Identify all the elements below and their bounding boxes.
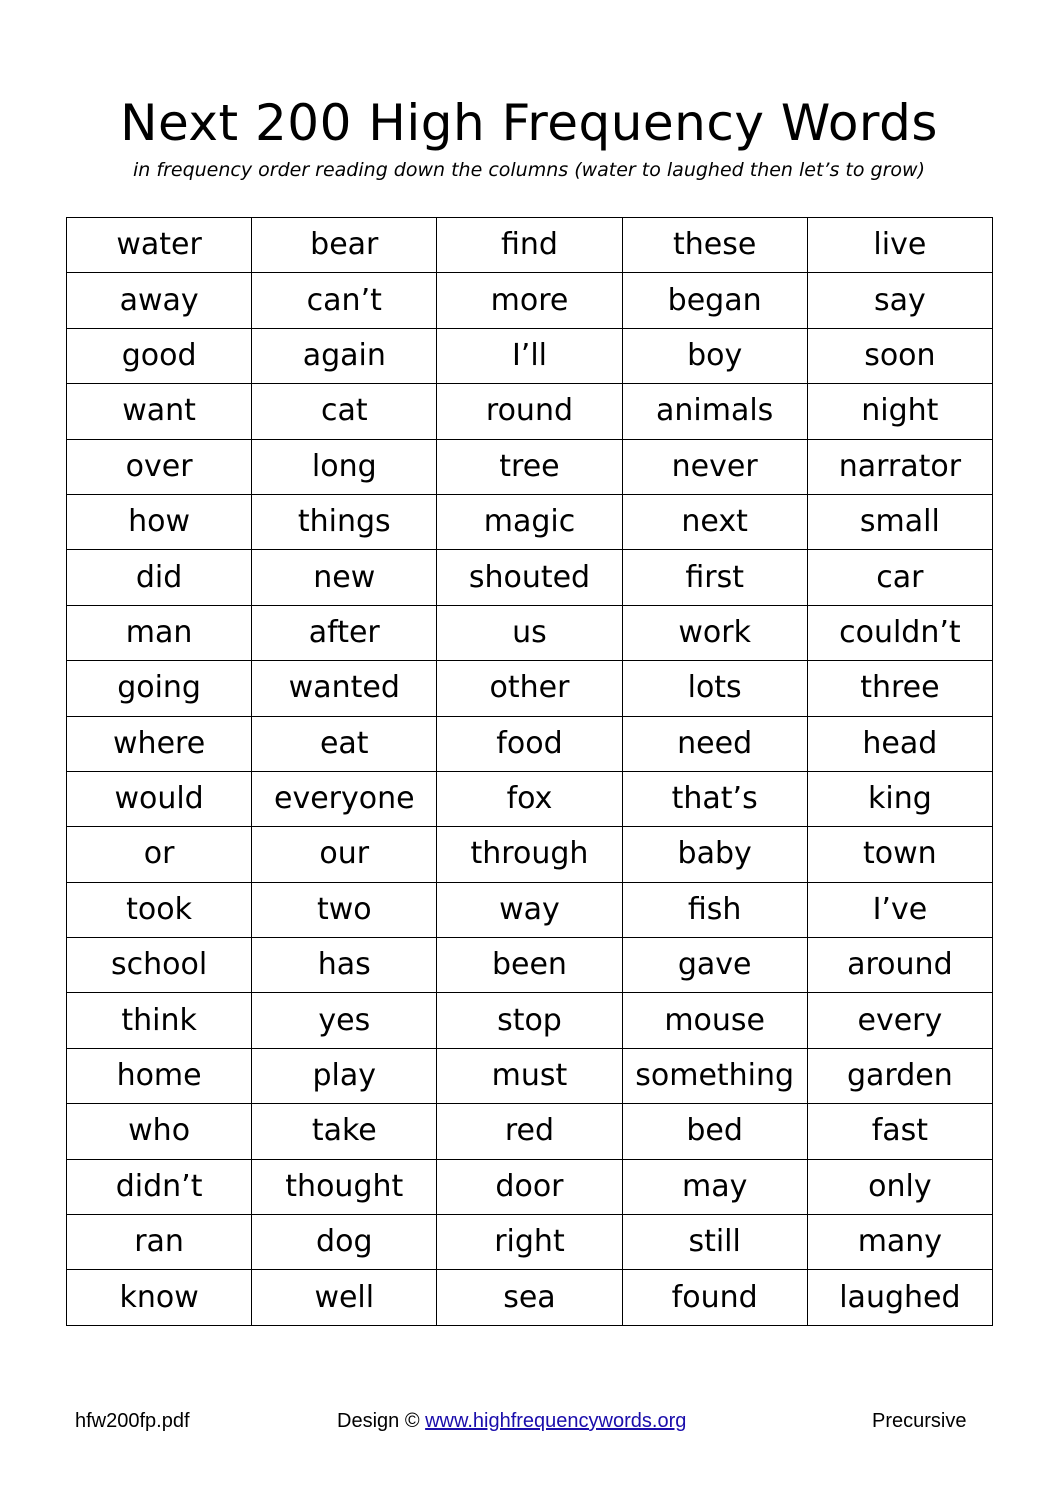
word-cell: where xyxy=(67,716,252,771)
word-cell: food xyxy=(437,716,622,771)
word-cell: play xyxy=(252,1048,437,1103)
word-cell: soon xyxy=(807,328,992,383)
word-cell: going xyxy=(67,661,252,716)
table-row xyxy=(67,1048,993,1103)
table-row xyxy=(67,1159,993,1214)
footer-design-prefix: Design © xyxy=(337,1410,426,1432)
word-cell: our xyxy=(252,827,437,882)
word-table-body xyxy=(67,218,993,1326)
word-cell: couldn’t xyxy=(807,605,992,660)
word-cell: three xyxy=(807,661,992,716)
word-cell: been xyxy=(437,938,622,993)
word-cell: door xyxy=(437,1159,622,1214)
word-cell: wanted xyxy=(252,661,437,716)
table-row xyxy=(67,384,993,439)
word-cell: these xyxy=(622,218,807,273)
word-cell: fast xyxy=(807,1104,992,1159)
word-cell: need xyxy=(622,716,807,771)
word-cell: first xyxy=(622,550,807,605)
word-cell: away xyxy=(67,273,252,328)
word-cell: home xyxy=(67,1048,252,1103)
word-cell: who xyxy=(67,1104,252,1159)
word-cell: things xyxy=(252,494,437,549)
word-cell: still xyxy=(622,1215,807,1270)
word-cell: may xyxy=(622,1159,807,1214)
word-cell: head xyxy=(807,716,992,771)
word-cell: round xyxy=(437,384,622,439)
word-cell: want xyxy=(67,384,252,439)
word-cell: water xyxy=(67,218,252,273)
table-row xyxy=(67,550,993,605)
word-cell: bed xyxy=(622,1104,807,1159)
word-cell: sea xyxy=(437,1270,622,1325)
word-cell: long xyxy=(252,439,437,494)
word-cell: live xyxy=(807,218,992,273)
table-row xyxy=(67,716,993,771)
word-cell: us xyxy=(437,605,622,660)
word-cell: find xyxy=(437,218,622,273)
word-cell: mouse xyxy=(622,993,807,1048)
word-cell: again xyxy=(252,328,437,383)
table-row xyxy=(67,605,993,660)
word-cell: tree xyxy=(437,439,622,494)
word-cell: good xyxy=(67,328,252,383)
word-cell: can’t xyxy=(252,273,437,328)
word-cell: dog xyxy=(252,1215,437,1270)
word-cell: I’ll xyxy=(437,328,622,383)
word-cell: boy xyxy=(622,328,807,383)
word-cell: other xyxy=(437,661,622,716)
word-cell: never xyxy=(622,439,807,494)
table-row xyxy=(67,439,993,494)
word-cell: well xyxy=(252,1270,437,1325)
table-row xyxy=(67,882,993,937)
word-cell: yes xyxy=(252,993,437,1048)
table-row xyxy=(67,771,993,826)
word-cell: I’ve xyxy=(807,882,992,937)
word-cell: baby xyxy=(622,827,807,882)
word-cell: garden xyxy=(807,1048,992,1103)
word-cell: or xyxy=(67,827,252,882)
word-cell: animals xyxy=(622,384,807,439)
word-cell: began xyxy=(622,273,807,328)
word-cell: thought xyxy=(252,1159,437,1214)
word-cell: school xyxy=(67,938,252,993)
word-cell: new xyxy=(252,550,437,605)
word-cell: everyone xyxy=(252,771,437,826)
footer-design-credit xyxy=(337,1408,686,1434)
page-subtitle: in frequency order reading down the columns (water to laughed then let’s to grow) xyxy=(133,159,925,181)
footer-website-link[interactable]: www.highfrequencywords.org xyxy=(425,1410,687,1432)
table-row xyxy=(67,1215,993,1270)
table-row xyxy=(67,218,993,273)
word-cell: small xyxy=(807,494,992,549)
word-cell: how xyxy=(67,494,252,549)
word-cell: over xyxy=(67,439,252,494)
word-cell: every xyxy=(807,993,992,1048)
word-cell: right xyxy=(437,1215,622,1270)
word-cell: car xyxy=(807,550,992,605)
word-cell: shouted xyxy=(437,550,622,605)
table-row xyxy=(67,938,993,993)
word-cell: way xyxy=(437,882,622,937)
word-cell: must xyxy=(437,1048,622,1103)
table-row xyxy=(67,993,993,1048)
word-table xyxy=(66,217,993,1326)
word-cell: cat xyxy=(252,384,437,439)
word-cell: take xyxy=(252,1104,437,1159)
word-cell: narrator xyxy=(807,439,992,494)
word-cell: has xyxy=(252,938,437,993)
table-row xyxy=(67,1270,993,1325)
table-row xyxy=(67,1104,993,1159)
word-cell: fish xyxy=(622,882,807,937)
table-row xyxy=(67,328,993,383)
word-cell: many xyxy=(807,1215,992,1270)
word-cell: something xyxy=(622,1048,807,1103)
word-cell: night xyxy=(807,384,992,439)
word-cell: found xyxy=(622,1270,807,1325)
word-cell: only xyxy=(807,1159,992,1214)
word-cell: eat xyxy=(252,716,437,771)
page-title: Next 200 High Frequency Words xyxy=(120,94,938,152)
word-cell: ran xyxy=(67,1215,252,1270)
word-cell: did xyxy=(67,550,252,605)
word-cell: stop xyxy=(437,993,622,1048)
word-cell: bear xyxy=(252,218,437,273)
word-cell: didn’t xyxy=(67,1159,252,1214)
table-row xyxy=(67,827,993,882)
word-cell: next xyxy=(622,494,807,549)
word-cell: laughed xyxy=(807,1270,992,1325)
word-cell: fox xyxy=(437,771,622,826)
word-cell: king xyxy=(807,771,992,826)
word-cell: work xyxy=(622,605,807,660)
word-cell: think xyxy=(67,993,252,1048)
word-cell: more xyxy=(437,273,622,328)
word-cell: after xyxy=(252,605,437,660)
word-cell: would xyxy=(67,771,252,826)
word-cell: through xyxy=(437,827,622,882)
word-cell: magic xyxy=(437,494,622,549)
word-cell: man xyxy=(67,605,252,660)
word-cell: red xyxy=(437,1104,622,1159)
word-cell: took xyxy=(67,882,252,937)
word-cell: around xyxy=(807,938,992,993)
table-row xyxy=(67,661,993,716)
word-cell: gave xyxy=(622,938,807,993)
word-cell: say xyxy=(807,273,992,328)
table-row xyxy=(67,273,993,328)
word-cell: town xyxy=(807,827,992,882)
word-cell: know xyxy=(67,1270,252,1325)
footer-font-name: Precursive xyxy=(872,1410,967,1432)
word-cell: that’s xyxy=(622,771,807,826)
table-row xyxy=(67,494,993,549)
footer-filename: hfw200fp.pdf xyxy=(75,1410,190,1432)
word-cell: two xyxy=(252,882,437,937)
word-cell: lots xyxy=(622,661,807,716)
